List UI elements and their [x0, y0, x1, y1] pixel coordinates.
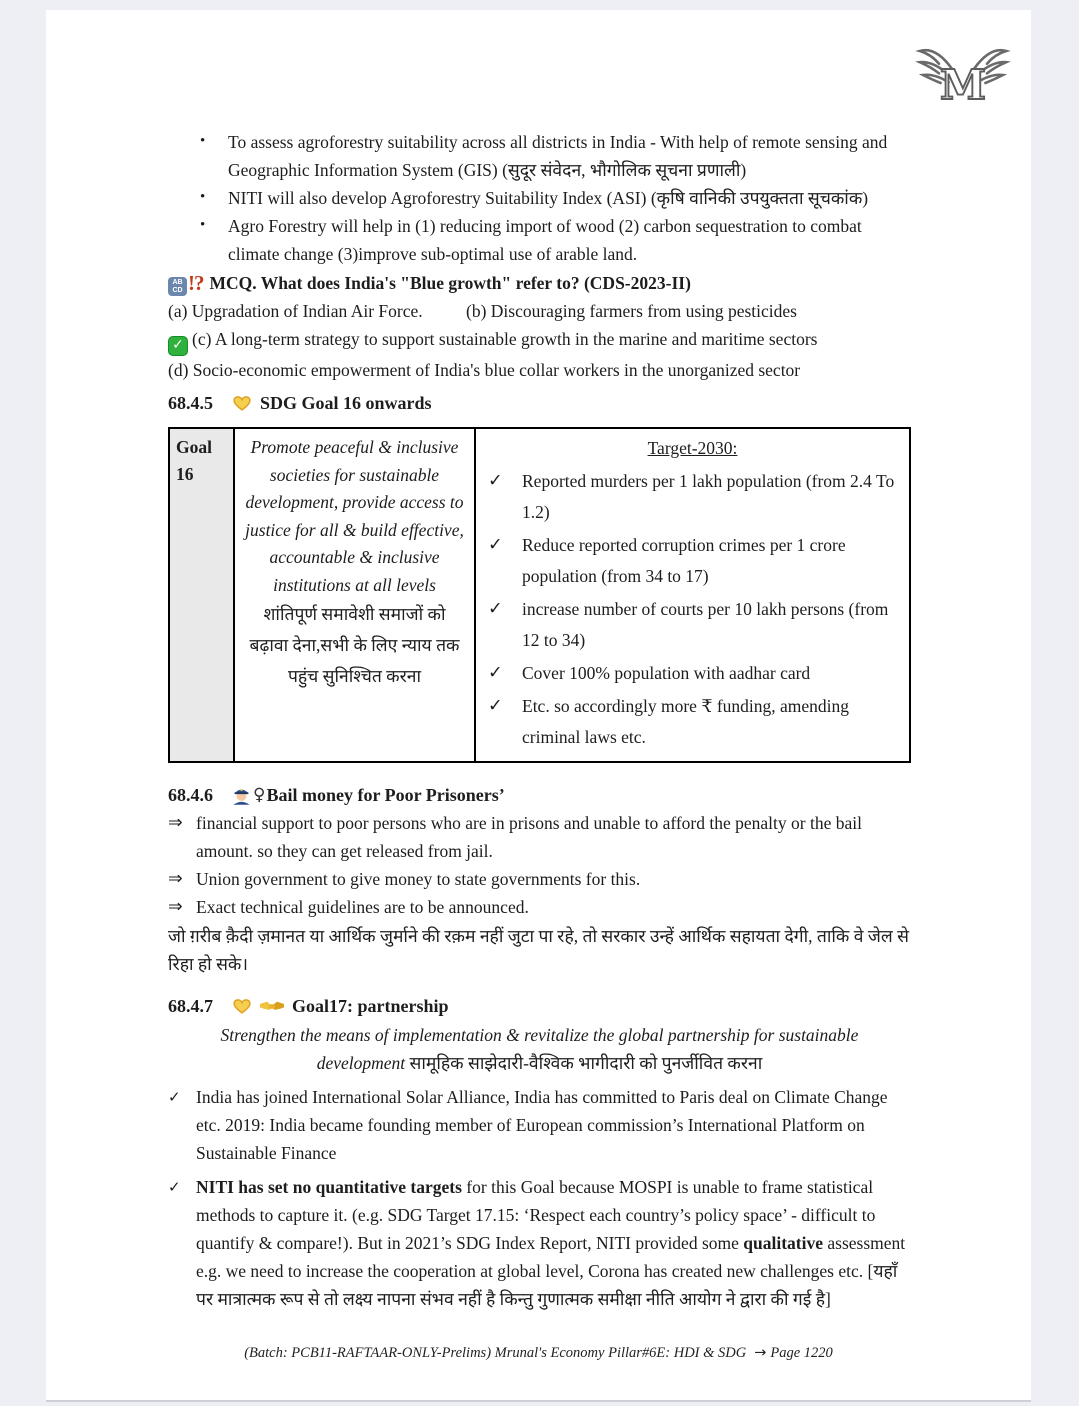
target-text: increase number of courts per 10 lakh persons (from 12 to 34)	[522, 599, 889, 650]
target-item	[486, 594, 899, 656]
section-number: 68.4.7	[168, 996, 213, 1016]
female-sign-icon: ♀	[253, 785, 266, 805]
point-text	[196, 1177, 905, 1309]
list-item	[168, 212, 911, 268]
check-icon: ✓	[488, 535, 503, 555]
list-item	[168, 893, 911, 921]
goal16-table	[168, 427, 911, 763]
list-item	[168, 1173, 911, 1313]
list-item	[168, 809, 911, 865]
correct-answer-check-icon: ✓	[168, 336, 188, 356]
point-text: financial support to poor persons who are in prisons and unable to afford the penalty or the bail amount. so they can get released from jail.	[196, 813, 862, 861]
section-heading-6847	[168, 992, 911, 1020]
section-title: Goal17: partnership	[292, 996, 449, 1016]
mcq-option-c-row	[168, 325, 911, 356]
table-row	[169, 428, 910, 762]
right-arrow-icon: →	[754, 1345, 767, 1361]
mcq-question-text: MCQ. What does India's "Blue growth" refer to? (CDS-2023-II)	[209, 273, 691, 293]
mcq-option-a: (a) Upgradation of Indian Air Force.	[168, 301, 423, 321]
section-number: 68.4.6	[168, 785, 213, 805]
footer-page-number: Page 1220	[770, 1345, 833, 1361]
target-item	[486, 466, 899, 528]
target-item	[486, 658, 899, 689]
mcq-option-d: (d) Socio-economic empowerment of India's blue collar workers in the unorganized sector	[168, 360, 801, 380]
heart-hands-icon	[232, 998, 252, 1015]
agroforestry-bullet-list	[168, 128, 911, 268]
list-item	[168, 184, 911, 212]
double-arrow-icon: ⇒	[168, 813, 183, 833]
list-item	[168, 865, 911, 893]
check-icon: ✓	[168, 1178, 181, 1196]
goal17-lead-text	[190, 1022, 890, 1077]
target-item	[486, 691, 899, 753]
police-officer-icon	[232, 785, 251, 805]
goal-label: Goal	[176, 437, 212, 457]
check-icon: ✓	[488, 696, 503, 716]
check-icon: ✓	[488, 471, 503, 491]
lead-english: Strengthen the means of implementation & revitalize the global partnership for sustainable development	[220, 1025, 859, 1073]
point-text: India has joined International Solar Alliance, India has committed to Paris deal on Climate Change etc. 2019: India became founding member of European commission’s International Platform on Sustainable Finance	[196, 1087, 888, 1163]
check-icon: ✓	[168, 1088, 181, 1106]
bold-segment: qualitative	[743, 1233, 823, 1253]
check-icon: ✓	[488, 663, 503, 683]
point-text: Exact technical guidelines are to be announced.	[196, 897, 529, 917]
exclamation-question-icon: !?	[188, 271, 204, 295]
target-text: Etc. so accordingly more ₹ funding, amending criminal laws etc.	[522, 696, 850, 747]
handshake-icon	[260, 999, 284, 1014]
goal-targets-cell	[475, 428, 910, 762]
footer-batch-text: (Batch: PCB11-RAFTAAR-ONLY-Prelims) Mrunal's Economy Pillar#6E: HDI & SDG	[244, 1345, 747, 1361]
mcq-option-c: (c) A long-term strategy to support sustainable growth in the marine and maritime sectors	[192, 329, 818, 349]
double-arrow-icon: ⇒	[168, 897, 183, 917]
mcq-option-b: (b) Discouraging farmers from using pesticides	[466, 301, 797, 321]
goal-number: 16	[176, 464, 194, 484]
check-icon: ✓	[488, 599, 503, 619]
point-text: Union government to give money to state governments for this.	[196, 869, 641, 889]
double-arrow-icon: ⇒	[168, 869, 183, 889]
logo-letter-m: M	[939, 60, 987, 109]
target-text: Reported murders per 1 lakh population (from 2.4 To 1.2)	[522, 471, 895, 522]
mcq-options-ab	[168, 297, 911, 325]
target-text: Cover 100% population with aadhar card	[522, 663, 811, 683]
bold-segment: NITI has set no quantitative targets	[196, 1177, 462, 1197]
bullet-icon: •	[200, 133, 206, 149]
lead-hindi: सामूहिक साझेदारी-वैश्विक भागीदारी को पुनर्जीवित करना	[405, 1052, 763, 1073]
goal-description-cell	[234, 428, 475, 762]
hindi-explanation: जो ग़रीब क़ैदी ज़मानत या आर्थिक जुर्माने की रक़म नहीं जुटा पा रहे, तो सरकार उन्हें आर्थिक सहायता देगी, ताकि वे जेल से रिहा हो सके।	[168, 926, 909, 974]
section-title: SDG Goal 16 onwards	[260, 393, 432, 413]
text-segment: assessment e.g. we need to increase the cooperation at global level, Corona has created new challenges etc. [यहाँ पर मात्रात्मक रूप से तो लक्ष्य नापना संभव नहीं है किन्तु गुणात्मक समीक्षा नीति आयोग ने द्वारा की गई है]	[196, 1233, 906, 1309]
page-footer	[46, 1345, 1031, 1362]
target-item	[486, 530, 899, 592]
abcd-quiz-icon: AB CD	[168, 277, 187, 296]
goal-number-cell	[169, 428, 234, 762]
target-2030-header: Target-2030:	[647, 438, 738, 458]
bullet-text: NITI will also develop Agroforestry Suitability Index (ASI) (कृषि वानिकी उपयुक्तता सूचकांक)	[228, 188, 869, 208]
mcq-question-line	[168, 269, 911, 297]
text-segment: for this Goal because MOSPI is unable to frame statistical methods to capture it. (e.g. SDG Target 17.15: ‘Respect each country’s policy space’ - difficult to quantify & compare!). But in 2021’s SDG Index Report, NITI provided some	[196, 1177, 876, 1253]
section-title: Bail money for Poor Prisoners’	[266, 785, 505, 805]
section-heading-6845	[168, 389, 911, 417]
list-item	[168, 1083, 911, 1167]
document-page	[46, 10, 1031, 1402]
goal-description-en: Promote peaceful & inclusive societies for sustainable development, provide access to justice for all & build effective, accountable & inclusive institutions at all levels	[245, 437, 464, 595]
bullet-text: To assess agroforestry suitability across all districts in India - With help of remote sensing and Geographic Information System (GIS) (सुदूर संवेदन, भौगोलिक सूचना प्रणाली)	[228, 132, 888, 180]
bullet-icon: •	[200, 189, 206, 205]
goal-description-hi: शांतिपूर्ण समावेशी समाजों को बढ़ावा देना,सभी के लिए न्याय तक पहुंच सुनिश्चित करना	[249, 604, 460, 686]
heart-hands-icon	[232, 395, 252, 412]
section-heading-6846	[168, 781, 911, 809]
target-text: Reduce reported corruption crimes per 1 crore population (from 34 to 17)	[522, 535, 846, 586]
bullet-text: Agro Forestry will help in (1) reducing import of wood (2) carbon sequestration to combat climate change (3)improve sub-optimal use of arable land.	[228, 216, 862, 264]
section-number: 68.4.5	[168, 393, 213, 413]
mrunal-winged-m-logo	[915, 32, 1011, 118]
bullet-icon: •	[200, 217, 206, 233]
list-item	[168, 128, 911, 184]
